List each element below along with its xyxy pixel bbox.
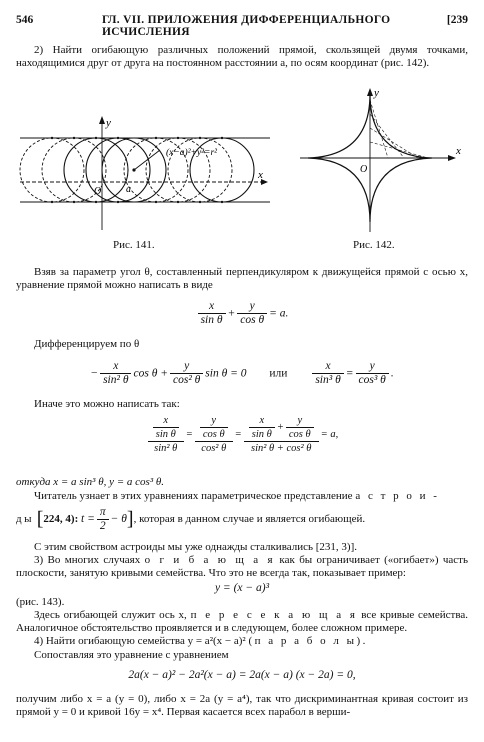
tangent-point	[155, 137, 157, 139]
paragraph-astroid-property: С этим свойством астроиды мы уже однажды сталкивались [231, 3)].	[34, 541, 357, 553]
x-axis-arrow	[448, 155, 456, 161]
tangent-point	[199, 201, 201, 203]
radius-line	[134, 150, 160, 170]
figure-142-caption: Рис. 142.	[353, 239, 395, 251]
sliding-segment	[370, 142, 428, 158]
paragraph-astroid-cont: ды [224, 4): t = $\frac{\pi}{2}$ − θ], которая в данном случае и является огибающей.	[16, 506, 366, 533]
fraction: $\frac{x}{\text{sin³ θ}}$	[312, 360, 343, 387]
figure-142	[296, 84, 472, 236]
tangent-point	[117, 201, 119, 203]
fig142-x-label: x	[456, 145, 461, 157]
tangent-point	[117, 137, 119, 139]
paragraph-differentiate: Дифференцируем по θ	[34, 338, 140, 350]
tangent-point	[155, 201, 157, 203]
paragraph-parameter: Взяв за параметр угол θ, составленный перпендикуляром к движущейся прямой с осью x, уравнение прямой можно написать в виде	[16, 266, 468, 292]
family-circle	[20, 138, 84, 202]
tangent-point	[73, 137, 75, 139]
paragraph-result: откуда x = a sin³ θ, y = a cos³ θ.	[16, 476, 165, 488]
center-point	[132, 168, 135, 171]
figure-141-caption: Рис. 141.	[113, 239, 155, 251]
equation-discriminant: 2a(x − a)² − 2a²(x − a) = 2a(x − a) (x − 2a) = 0,	[128, 669, 356, 681]
paragraph-rewrite: Иначе это можно написать так:	[34, 398, 180, 410]
tangent-point	[221, 201, 223, 203]
paragraph-envelope-bounds: 3) Во многих случаях о г и б а ю щ а я как бы ограничивает («огибает») часть плоскости, занятую кривыми семейства. Что это не всегда так, показывает пример:	[16, 554, 469, 580]
y-axis-arrow	[367, 88, 373, 96]
equation-line: $\frac{x}{\text{sin θ}}$ + $\frac{y}{\text{cos θ}}$ = a.	[16, 300, 468, 327]
tangent-point	[177, 201, 179, 203]
paragraph-problem-4: 4) Найти огибающую семейства y = a²(x − a)² (п а р а б о л ы).	[34, 635, 368, 647]
figure-143-reference: (рис. 143).	[16, 596, 65, 608]
tangent-point	[199, 137, 201, 139]
fraction: $\frac{\pi}{2}$	[97, 506, 109, 533]
tangent-point	[95, 201, 97, 203]
section-number: [239	[446, 14, 468, 26]
fraction: $\frac{x}{\text{sin² θ}}$	[100, 360, 131, 387]
paragraph-compare: Сопоставляя это уравнение с уравнением	[34, 649, 229, 661]
tangent-point	[177, 137, 179, 139]
fig142-y-label: y	[374, 87, 379, 99]
sliding-segment	[370, 114, 404, 158]
fraction: $\frac{y}{\text{cos³ θ}}$	[356, 360, 389, 387]
fig141-x-label: x	[258, 169, 263, 181]
paragraph-x-axis-envelope: Здесь огибающей служит ось x, п е р е с е к а ю щ а я все кривые семейства. Аналогичное обстоятельство проявляется и в следующем, более сложном примере.	[16, 609, 469, 635]
tangent-point	[95, 137, 97, 139]
tangent-point	[221, 137, 223, 139]
compound-fraction: $\frac{\frac{x}{\text{sin θ}}}{\text{sin² θ}}$	[148, 414, 184, 456]
fraction: $\frac{y}{\text{cos θ}}$	[237, 300, 267, 327]
fig141-a-label: a	[126, 184, 131, 195]
sliding-segment	[370, 100, 388, 158]
fig141-origin-label: O	[94, 186, 102, 197]
compound-fraction: $\frac{\frac{y}{\text{cos θ}}}{\text{cos² θ}}$	[195, 414, 233, 456]
tangent-point	[51, 137, 53, 139]
fraction: $\frac{x}{\text{sin θ}}$	[198, 300, 226, 327]
tangent-point	[73, 201, 75, 203]
fig141-y-label: y	[106, 117, 111, 129]
equation-cubic: y = (x − a)³	[214, 582, 270, 594]
paragraph-astroid: Читатель узнает в этих уравнениях параметрическое представление а с т р о и -	[34, 490, 440, 502]
paragraph-discriminant-curve: получим либо x = a (y = 0), либо x = 2a (y = a⁴), так что дискриминантная кривая состоит из прямой y = 0 и кривой 16y = x⁴. Первая касается всех парабол в верши-	[16, 693, 468, 719]
figure-141	[14, 106, 276, 236]
chapter-title: ГЛ. VII. ПРИЛОЖЕНИЯ ДИФФЕРЕНЦИАЛЬНОГО ИСЧИСЛЕНИЯ	[102, 14, 391, 38]
tangent-point	[51, 201, 53, 203]
equation-compound: $\frac{\frac{x}{\text{sin θ}}}{\text{sin² θ}}$ = $\frac{\frac{y}{\text{cos θ}}}{\text{cos² θ}}$ = $\frac{x}{\text{sin θ}}$ + $\frac{y}{\text{cos θ}}$ sin² θ + cos² θ = a,	[16, 414, 468, 456]
equation-differentiated: − $\frac{x}{\text{sin² θ}}$ cos θ + $\frac{y}{\text{cos² θ}}$ sin θ = 0 или $\frac{x}{\text{sin³ θ}}$ = $\frac{y}{\text{cos³ θ}}$ .	[90, 360, 394, 387]
fraction: $\frac{y}{\text{cos² θ}}$	[170, 360, 203, 387]
page-number: 546	[16, 14, 34, 26]
fig141-equation-label: (x−a)²+y²=r²	[166, 148, 217, 158]
compound-fraction: $\frac{x}{\text{sin θ}}$ + $\frac{y}{\text{cos θ}}$ sin² θ + cos² θ	[244, 414, 319, 456]
problem-2-text: 2) Найти огибающую различных положений прямой, скользящей двумя точками, находящимися друг от друга на постоянном расстоянии a, по осям координат (рис. 142).	[16, 44, 468, 70]
y-axis-arrow	[99, 116, 105, 124]
running-header	[16, 14, 468, 38]
fig142-origin-label: O	[360, 164, 368, 175]
